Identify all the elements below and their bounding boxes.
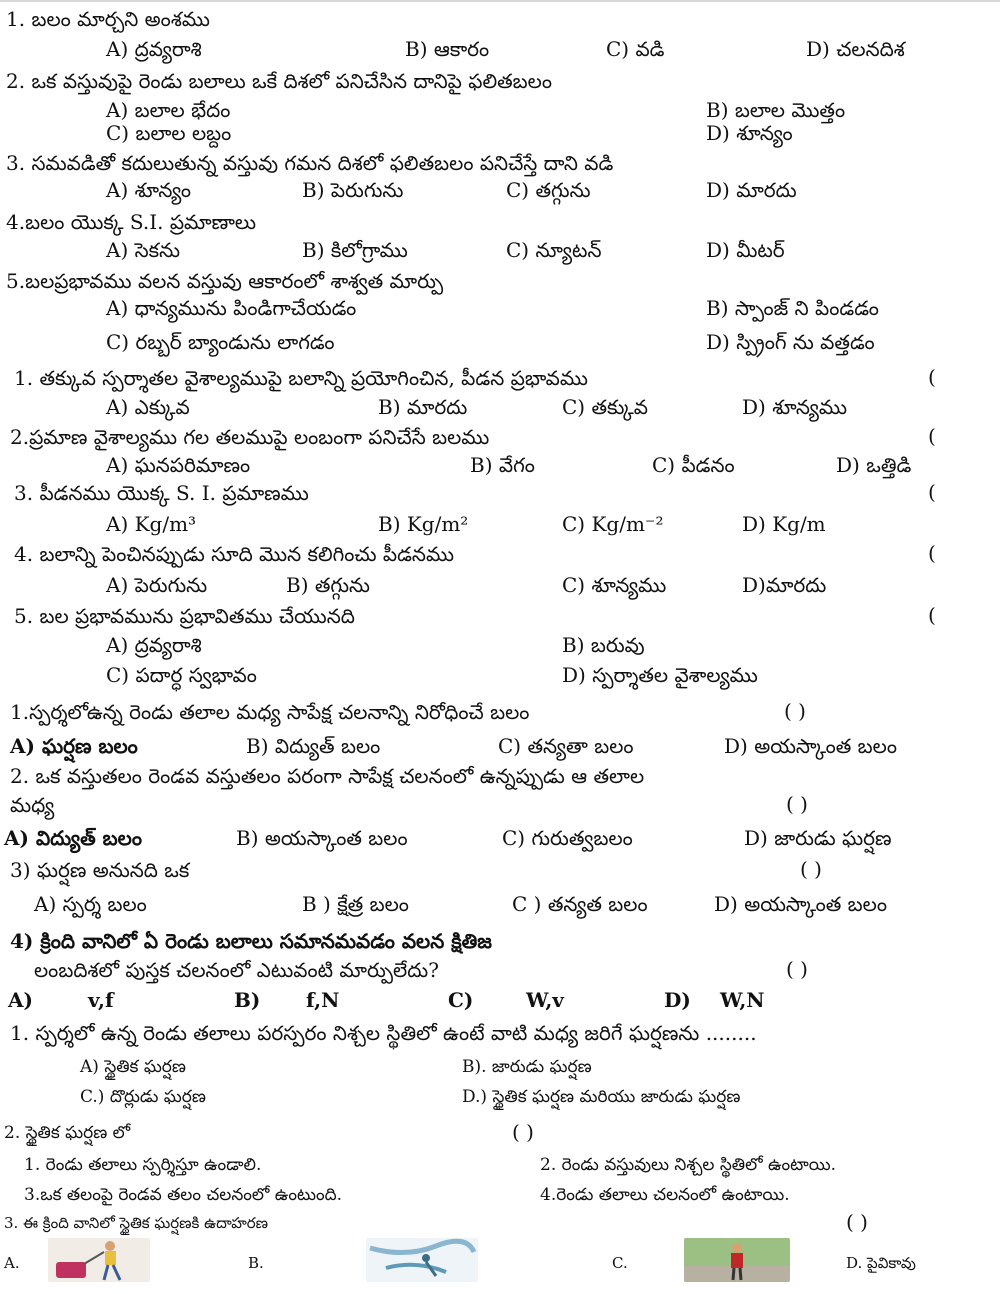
question-1: 1. స్పర్శలో ఉన్న రెండు తలాలు పరస్పరం నిశ్చల స్థితిలో ఉంటే వాటి మధ్య జరిగే ఘర్షణను ........	[10, 1021, 757, 1045]
option-b: B) కిలోగ్రాము	[302, 238, 408, 262]
option-d: D.) స్థైతిక ఘర్షణ మరియు జారుడు ఘర్షణ	[462, 1087, 741, 1107]
option-a: A) పెరుగును	[106, 573, 208, 597]
question-2: 2. ఒక వస్తువుపై రెండు బలాలు ఒకే దిశలో పనిచేసిన దానిపై ఫలితబలం	[6, 69, 552, 93]
option-d: D) చలనదిశ	[806, 37, 905, 61]
option-d-value: W,N	[720, 988, 765, 1012]
option-c: C) తక్కువ	[562, 395, 648, 419]
option-d: D) స్ప్రింగ్ ను వత్తడం	[706, 330, 875, 354]
option-b: B) స్పాంజ్ ని పిండడం	[706, 296, 879, 320]
option-b-value: f,N	[306, 988, 340, 1012]
answer-bracket: (	[928, 480, 936, 504]
option-b: B) Kg/m²	[378, 512, 469, 536]
option-c: C.	[612, 1254, 628, 1272]
option-a: A.	[4, 1254, 20, 1272]
statement-3: 3.ఒక తలంపై రెండవ తలం చలనంలో ఉంటుంది.	[24, 1185, 343, 1205]
answer-bracket: ( )	[512, 1120, 534, 1144]
question-4: 4.బలం యొక్క S.I. ప్రమాణాలు	[6, 210, 257, 234]
question-4-continued: లంబదిశలో పుస్తక చలనంలో ఎటువంటి మార్పులేదు?	[34, 958, 439, 982]
option-d: D. పైవికావు	[846, 1254, 916, 1272]
option-a: A) ఘర్షణ బలం	[10, 734, 138, 758]
option-d: D) స్పర్శాతల వైశాల్యము	[562, 663, 758, 687]
answer-bracket: ( )	[786, 792, 808, 816]
option-b-label: B)	[234, 988, 261, 1012]
option-c: C) గురుత్వబలం	[502, 826, 633, 850]
statement-1: 1. రెండు తలాలు స్పర్శిస్తూ ఉండాలి.	[24, 1155, 262, 1175]
option-c: C) వడి	[606, 37, 665, 61]
top-rule	[0, 0, 1000, 2]
option-c: C) తన్యతా బలం	[498, 734, 634, 758]
option-a: A) Kg/m³	[106, 512, 197, 536]
option-b: B) బరువు	[562, 633, 645, 657]
person-pulling-suitcase-image	[48, 1238, 150, 1282]
option-a: A) ద్రవ్యరాశి	[106, 37, 202, 61]
option-c: C) పీడనం	[652, 453, 735, 477]
option-a: A) విద్యుత్ బలం	[4, 826, 142, 850]
option-a: A) ద్రవ్యరాశి	[106, 633, 202, 657]
question-5: 5. బల ప్రభావమును ప్రభావితము చేయునది	[14, 604, 355, 628]
question-3: 3) ఘర్షణ అనునది ఒక	[10, 858, 190, 882]
option-b: B ) క్షేత్ర బలం	[302, 892, 409, 916]
question-2: 2. ఒక వస్తుతలం రెండవ వస్తుతలం పరంగా సాపేక్ష చలనంలో ఉన్నప్పుడు ఆ తలాల	[10, 764, 645, 788]
option-a: A) బలాల భేదం	[106, 98, 231, 122]
option-c: C) పదార్ధ స్వభావం	[106, 663, 257, 687]
option-d: D) శూన్యము	[742, 395, 847, 419]
option-a-value: v,f	[88, 988, 114, 1012]
option-a: A) ధాన్యమును పిండిగాచేయడం	[106, 296, 357, 320]
answer-bracket: (	[928, 541, 936, 565]
question-3: 3. సమవడితో కదులుతున్న వస్తువు గమన దిశలో ఫలితబలం పనిచేస్తే దాని వడి	[6, 151, 614, 175]
option-d: D)మారదు	[742, 573, 827, 597]
statement-4: 4.రెండు తలాలు చలనంలో ఉంటాయి.	[540, 1185, 790, 1205]
option-c: C ) తన్యత బలం	[512, 892, 648, 916]
question-4: 4) క్రింది వానిలో ఏ రెండు బలాలు సమానమవడం వలన క్షితిజ	[10, 929, 492, 953]
option-b: B) మారదు	[378, 395, 468, 419]
answer-bracket: ( )	[784, 699, 806, 723]
question-2: 2.ప్రమాణ వైశాల్యము గల తలముపై లంబంగా పనిచేసే బలము	[10, 425, 490, 449]
question-4: 4. బలాన్ని పెంచినప్పుడు సూది మొన కలిగించు పీడనము	[14, 542, 455, 566]
option-b: B). జారుడు ఘర్షణ	[462, 1057, 592, 1077]
option-a-label: A)	[8, 988, 33, 1012]
option-c-label: C)	[448, 988, 474, 1012]
question-2-continued: మధ్య	[10, 793, 55, 817]
option-c: C) న్యూటన్	[506, 238, 602, 262]
question-1: 1. బలం మార్చని అంశము	[6, 7, 210, 31]
option-d: D) Kg/m	[742, 512, 826, 536]
answer-bracket: ( )	[800, 857, 822, 881]
answer-bracket: ( )	[786, 957, 808, 981]
option-a: A) ఘనపరిమాణం	[106, 453, 251, 477]
option-a: A) శూన్యం	[106, 178, 192, 202]
option-b: B.	[248, 1254, 264, 1272]
option-d: D) అయస్కాంత బలం	[724, 734, 897, 758]
question-2: 2. స్థైతిక ఘర్షణ లో	[4, 1123, 131, 1143]
question-1: 1.స్పర్శలోఉన్న రెండు తలాల మధ్య సాపేక్ష చలనాన్ని నిరోధించే బలం	[10, 700, 530, 724]
answer-bracket: (	[928, 424, 936, 448]
option-a: A) స్థైతిక ఘర్షణ	[80, 1057, 186, 1077]
option-c: C) Kg/m⁻²	[562, 512, 664, 536]
person-standing-image	[684, 1238, 790, 1282]
option-c: C.) దొర్లుడు ఘర్షణ	[80, 1087, 206, 1107]
option-d: D) మారదు	[706, 178, 797, 202]
option-b: B) ఆకారం	[405, 37, 490, 61]
question-3: 3. ఈ క్రింది వానిలో స్థైతిక ఘర్షణకి ఉదాహరణ	[4, 1214, 269, 1232]
option-c: C) బలాల లబ్దం	[106, 121, 232, 145]
answer-bracket: (	[928, 365, 936, 389]
option-b: B) పెరుగును	[302, 178, 404, 202]
option-b: B) విద్యుత్ బలం	[246, 734, 381, 758]
answer-bracket: ( )	[846, 1210, 868, 1234]
statement-2: 2. రెండు వస్తువులు నిశ్చల స్థితిలో ఉంటాయి.	[540, 1155, 837, 1175]
option-d: D) ఒత్తిడి	[836, 453, 912, 477]
option-c-value: W,v	[526, 988, 564, 1012]
question-1: 1. తక్కువ స్పర్శాతల వైశాల్యముపై బలాన్ని ప్రయోగించిన, పీడన ప్రభావము	[14, 366, 588, 390]
option-b: B) అయస్కాంత బలం	[236, 826, 408, 850]
question-3: 3. పీడనము యొక్క S. I. ప్రమాణము	[14, 481, 309, 505]
option-c: C) తగ్గును	[506, 178, 591, 202]
skating-image	[366, 1238, 478, 1282]
option-c: C) శూన్యము	[562, 573, 667, 597]
option-b: B) వేగం	[470, 453, 535, 477]
option-d: D) జారుడు ఘర్షణ	[744, 826, 892, 850]
option-d: D) శూన్యం	[706, 121, 793, 145]
option-b: B) బలాల మొత్తం	[706, 98, 846, 122]
option-a: A) స్పర్శ బలం	[34, 892, 147, 916]
option-d-label: D)	[664, 988, 691, 1012]
option-c: C) రబ్బర్ బ్యాండును లాగడం	[106, 330, 335, 354]
answer-bracket: (	[928, 603, 936, 627]
option-d: D) అయస్కాంత బలం	[714, 892, 887, 916]
option-a: A) సెకను	[106, 238, 181, 262]
question-5: 5.బలప్రభావము వలన వస్తువు ఆకారంలో శాశ్వత మార్పు	[6, 269, 444, 293]
option-b: B) తగ్గును	[286, 573, 370, 597]
option-d: D) మీటర్	[706, 238, 785, 262]
option-a: A) ఎక్కువ	[106, 395, 190, 419]
